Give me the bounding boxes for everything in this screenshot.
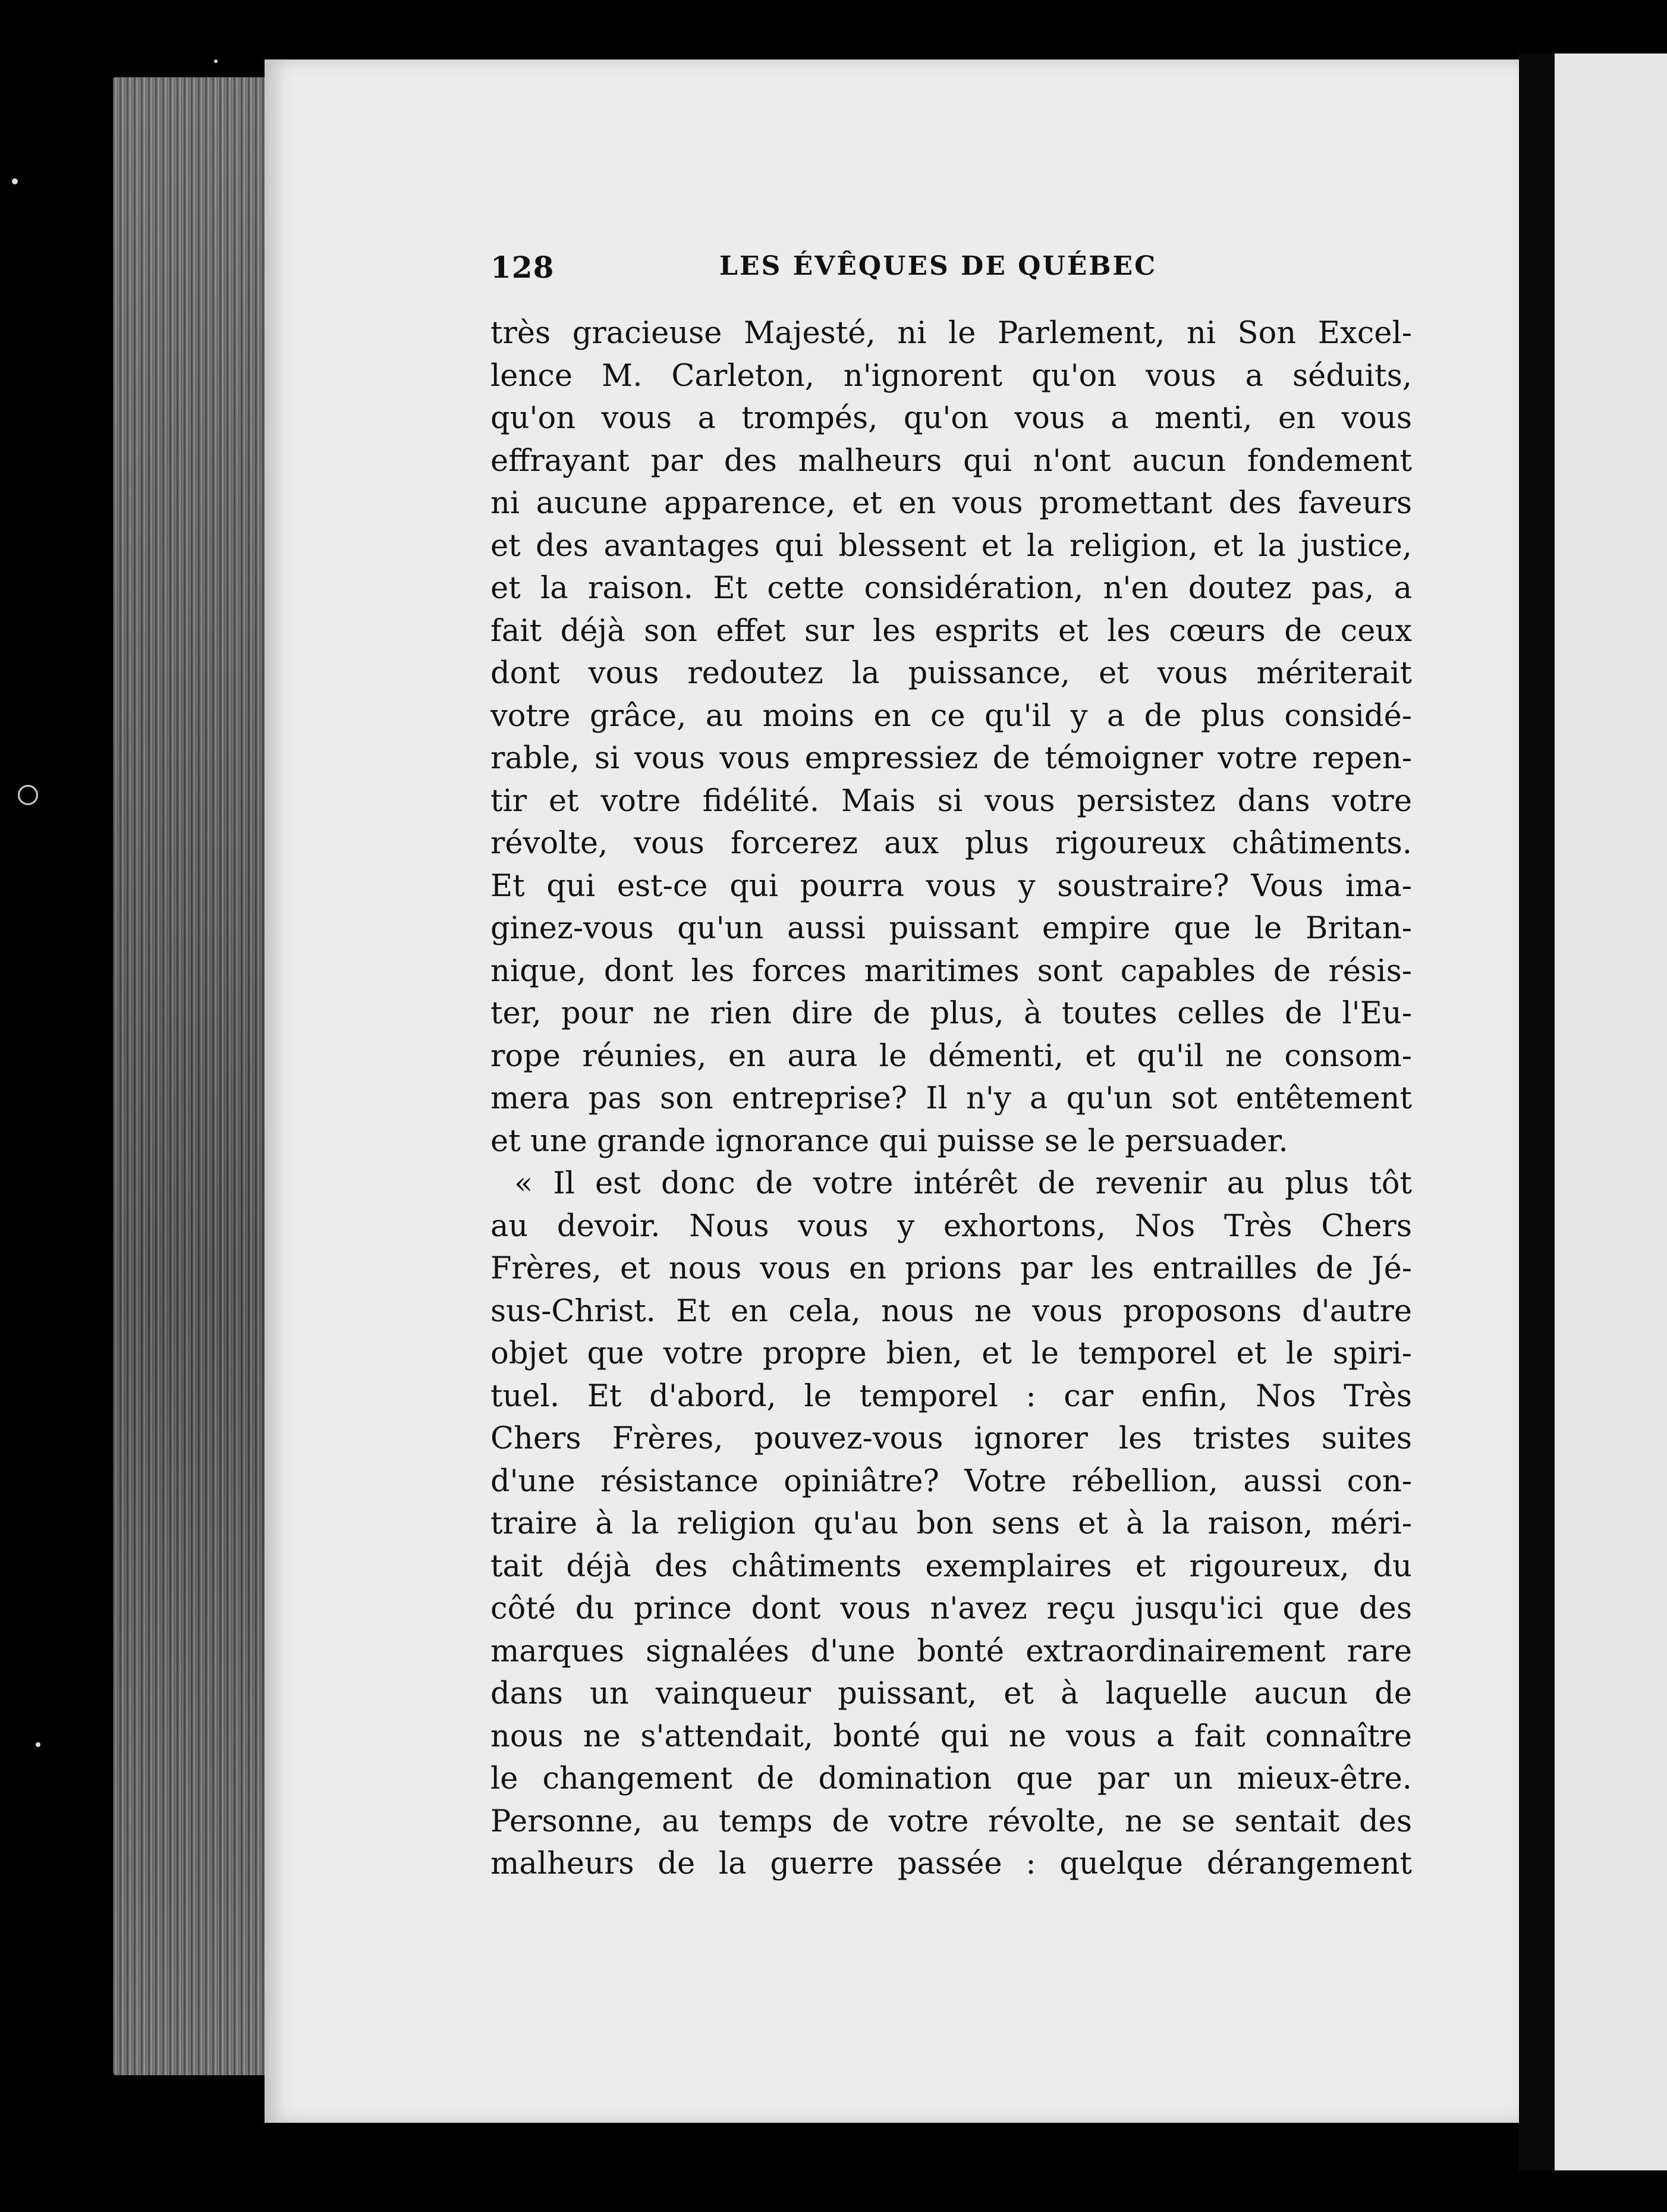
text-line: nique, dont les forces maritimes sont capables de résis- [490,953,1412,989]
running-head-title: LES ÉVÊQUES DE QUÉBEC [719,251,1158,281]
text-line: malheurs de la guerre passée : quelque dérangement [490,1846,1412,1881]
page-gutter [1519,54,1555,2170]
text-line: et une grande ignorance qui puisse se le persuader. [490,1123,1288,1159]
running-head [490,250,1650,291]
text-line: côté du prince dont vous n'avez reçu jusqu'ici que des [490,1591,1412,1626]
text-line: qu'on vous a trompés, qu'on vous a menti, en vous [490,401,1412,436]
text-line: rope réunies, en aura le démenti, et qu'il ne consom- [490,1038,1412,1074]
book-page [265,59,1519,2123]
text-line: et des avantages qui blessent et la religion, et la justice, [490,528,1412,564]
text-line: tait déjà des châtiments exemplaires et rigoureux, du [490,1548,1412,1584]
dust-speck [214,59,218,63]
page-number: 128 [490,250,555,285]
text-line: Personne, au temps de votre révolte, ne se sentait des [490,1803,1412,1839]
text-line: ter, pour ne rien dire de plus, à toutes celles de l'Eu- [490,996,1412,1031]
text-line: sus-Christ. Et en cela, nous ne vous proposons d'autre [490,1293,1412,1329]
text-line: marques signalées d'une bonté extraordinairement rare [490,1633,1412,1669]
text-line: dans un vainqueur puissant, et à laquelle aucun de [490,1676,1412,1711]
body-text [490,312,1412,1886]
text-line: fait déjà son effet sur les esprits et les cœurs de ceux [490,613,1412,649]
text-line: dont vous redoutez la puissance, et vous mériterait [490,656,1412,691]
text-line: le changement de domination que par un mieux-être. [490,1761,1412,1796]
text-line: nous ne s'attendait, bonté qui ne vous a fait connaître [490,1718,1412,1754]
text-line: mera pas son entreprise? Il n'y a qu'un sot entêtement [490,1081,1412,1116]
text-line: tir et votre fidélité. Mais si vous persistez dans votre [490,783,1412,819]
text-line: ginez-vous qu'un aussi puissant empire que le Britan- [490,911,1412,946]
text-line: objet que votre propre bien, et le temporel et le spiri- [490,1336,1412,1371]
dust-speck [18,785,38,805]
text-line: Frères, et nous vous en prions par les entrailles de Jé- [490,1251,1412,1286]
text-line: très gracieuse Majesté, ni le Parlement, ni Son Excel- [490,316,1412,351]
text-line: tuel. Et d'abord, le temporel : car enfin, Nos Très [490,1378,1412,1414]
dust-speck [12,178,18,184]
text-line: ni aucune apparence, et en vous promettant des faveurs [490,486,1412,521]
text-line: votre grâce, au moins en ce qu'il y a de plus considé- [490,698,1412,734]
text-line: Chers Frères, pouvez-vous ignorer les tristes suites [490,1421,1412,1456]
text-line: d'une résistance opiniâtre? Votre rébellion, aussi con- [490,1463,1412,1499]
text-line: lence M. Carleton, n'ignorent qu'on vous a séduits, [490,358,1412,394]
text-line: et la raison. Et cette considération, n'en doutez pas, a [490,571,1412,606]
text-line: Et qui est-ce qui pourra vous y soustraire? Vous ima- [490,868,1412,904]
dust-speck [36,1742,40,1747]
text-line: traire à la religion qu'au bon sens et à la raison, méri- [490,1506,1412,1541]
text-line: effrayant par des malheurs qui n'ont aucun fondement [490,443,1412,479]
book-page-edges [113,77,265,2075]
text-line: révolte, vous forcerez aux plus rigoureux châtiments. [490,826,1412,861]
text-line: au devoir. Nous vous y exhortons, Nos Très Chers [490,1208,1412,1244]
text-line: « Il est donc de votre intérêt de revenir au plus tôt [514,1166,1412,1201]
text-line: rable, si vous vous empressiez de témoigner votre repen- [490,741,1412,776]
adjacent-page [1555,54,1667,2170]
